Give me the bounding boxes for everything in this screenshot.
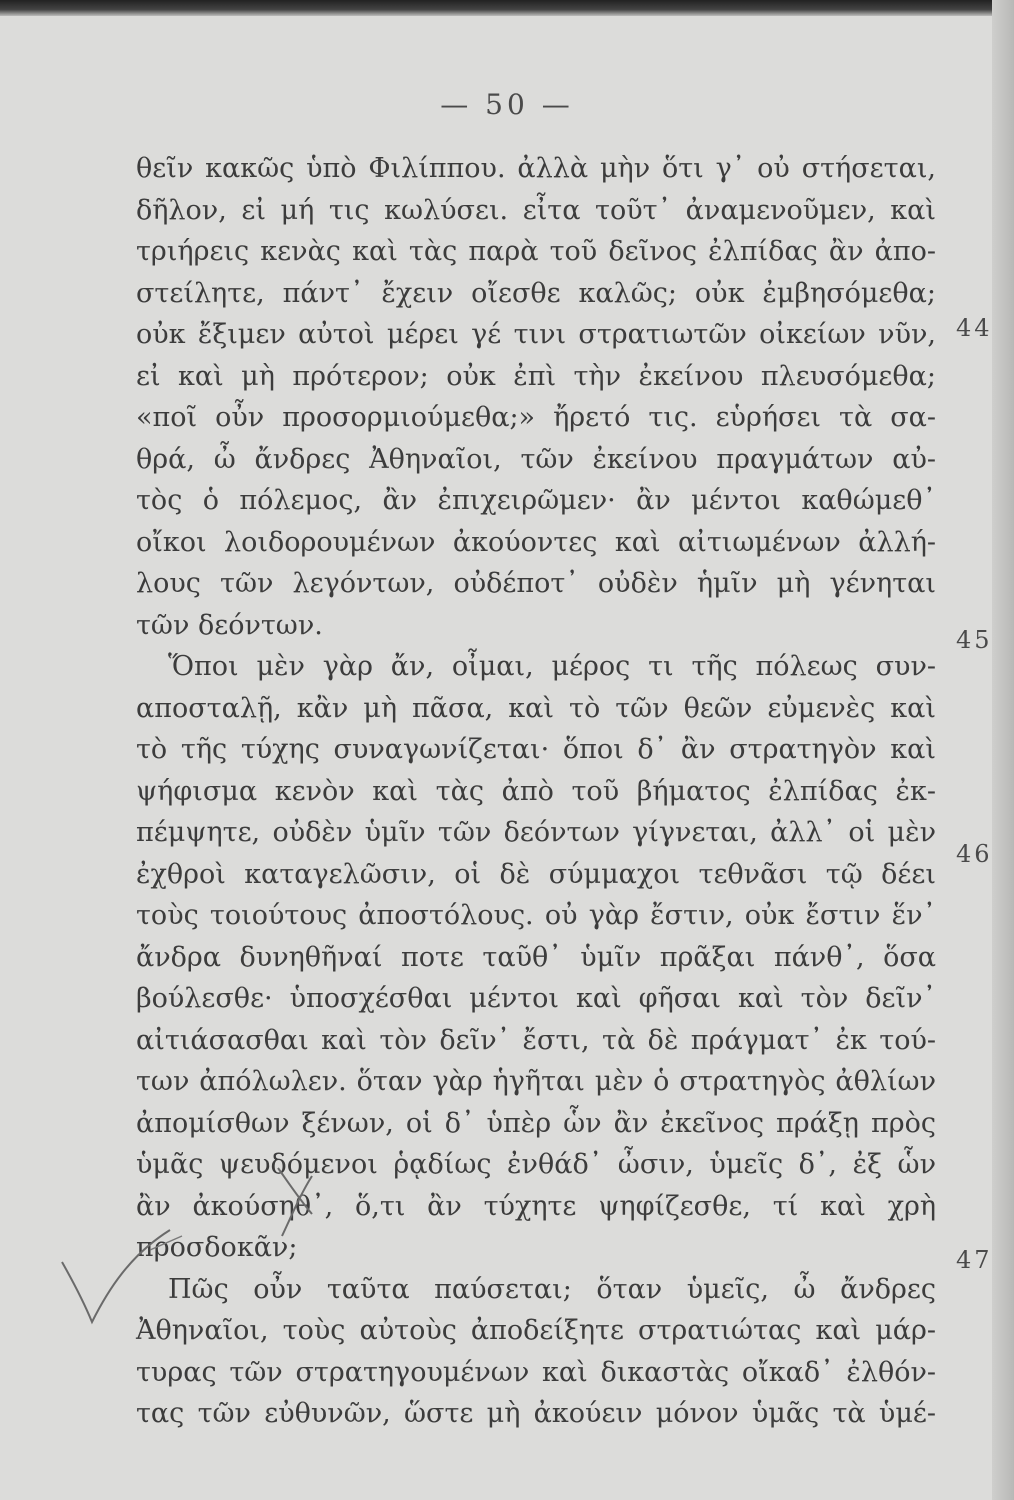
section-number: 47 bbox=[956, 1246, 993, 1274]
text-line: τὸ τῆς τύχης συναγωνίζεται· ὅποι δ᾽ ἂν στρατηγὸν καὶ bbox=[136, 734, 936, 765]
text-line: τριήρεις κενὰς καὶ τὰς παρὰ τοῦ δεῖνος ἐλπίδας ἂν ἀπο- bbox=[136, 236, 936, 267]
text-line: Ὅποι μὲν γὰρ ἄν, οἶμαι, μέρος τι τῆς πόλεως συν- bbox=[168, 651, 936, 682]
scan-edge-top bbox=[0, 0, 1014, 16]
text-line: ὑμᾶς ψευδόμενοι ῥᾳδίως ἐνθάδ᾽ ὦσιν, ὑμεῖς δ᾽, ἐξ ὧν bbox=[136, 1149, 936, 1180]
section-number: 46 bbox=[956, 840, 993, 868]
section-number: 45 bbox=[956, 626, 993, 654]
section-number: 44 bbox=[956, 314, 993, 342]
scan-edge-right bbox=[992, 0, 1014, 1500]
text-line: τὸς ὁ πόλεμος, ἂν ἐπιχειρῶμεν· ἂν μέντοι καθώμεθ᾽ bbox=[136, 485, 936, 516]
text-line: Πῶς οὖν ταῦτα παύσεται; ὅταν ὑμεῖς, ὦ ἄνδρες bbox=[168, 1273, 936, 1305]
text-line: λους τῶν λεγόντων, οὐδέποτ᾽ οὐδὲν ἡμῖν μὴ γένηται bbox=[136, 568, 936, 599]
text-line: τας τῶν εὐθυνῶν, ὥστε μὴ ἀκούειν μόνον ὑμᾶς τὰ ὑμέ- bbox=[136, 1398, 936, 1429]
text-line: οἴκοι λοιδορουμένων ἀκούοντες καὶ αἰτιωμένων ἀλλή- bbox=[136, 526, 936, 558]
text-line: θεῖν κακῶς ὑπὸ Φιλίππου. ἀλλὰ μὴν ὅτι γ᾽ οὐ στήσεται, bbox=[136, 153, 936, 184]
text-line: τοὺς τοιούτους ἀποστόλους. οὐ γὰρ ἔστιν, οὐκ ἔστιν ἕν᾽ bbox=[136, 900, 936, 931]
text-line: βούλεσθε· ὑποσχέσθαι μέντοι καὶ φῆσαι καὶ τὸν δεῖν᾽ bbox=[136, 983, 936, 1014]
text-line: ἐχθροὶ καταγελῶσιν, οἱ δὲ σύμμαχοι τεθνᾶσι τῷ δέει bbox=[136, 858, 936, 890]
text-line: αἰτιάσασθαι καὶ τὸν δεῖν᾽ ἔστι, τὰ δὲ πράγματ᾽ ἐκ τού- bbox=[136, 1024, 936, 1056]
text-line: δῆλον, εἰ μή τις κωλύσει. εἶτα τοῦτ᾽ ἀναμενοῦμεν, καὶ bbox=[136, 194, 936, 226]
text-line: θρά, ὦ ἄνδρες Ἀθηναῖοι, τῶν ἐκείνου πραγμάτων αὐ- bbox=[136, 443, 936, 475]
text-line: οὐκ ἔξιμεν αὐτοὶ μέρει γέ τινι στρατιωτῶν οἰκείων νῦν, bbox=[136, 319, 936, 350]
text-line: ἂν ἀκούσηθ᾽, ὅ,τι ἂν τύχητε ψηφίζεσθε, τί καὶ χρὴ bbox=[136, 1190, 936, 1222]
text-line: Ἀθηναῖοι, τοὺς αὐτοὺς ἀποδείξητε στρατιώτας καὶ μάρ- bbox=[136, 1315, 936, 1346]
text-line: προσδοκᾶν; bbox=[136, 1232, 298, 1263]
text-line: τυρας τῶν στρατηγουμένων καὶ δικαστὰς οἴκαδ᾽ ἐλθόν- bbox=[136, 1356, 936, 1388]
text-line: των ἀπόλωλεν. ὅταν γὰρ ἡγῆται μὲν ὁ στρατηγὸς ἀθλίων bbox=[136, 1066, 936, 1097]
text-line: αποσταλῇ, κἂν μὴ πᾶσα, καὶ τὸ τῶν θεῶν εὐμενὲς καὶ bbox=[136, 692, 936, 724]
text-line: ἀπομίσθων ξένων, οἱ δ᾽ ὑπὲρ ὧν ἂν ἐκεῖνος πράξῃ πρὸς bbox=[136, 1107, 936, 1139]
text-line: «ποῖ οὖν προσορμιούμεθα;» ἤρετό τις. εὑρήσει τὰ σα- bbox=[136, 402, 936, 433]
text-line: εἰ καὶ μὴ πρότερον; οὐκ ἐπὶ τὴν ἐκείνου πλευσόμεθα; bbox=[136, 360, 936, 392]
text-line: ψήφισμα κενὸν καὶ τὰς ἀπὸ τοῦ βήματος ἐλπίδας ἐκ- bbox=[136, 775, 936, 807]
greek-text-body bbox=[136, 148, 936, 1435]
text-line: στείλητε, πάντ᾽ ἔχειν οἴεσθε καλῶς; οὐκ ἐμβησόμεθα; bbox=[136, 277, 936, 309]
text-line: τῶν δεόντων. bbox=[136, 609, 323, 641]
text-line: ἄνδρα δυνηθῆναί ποτε ταῦθ᾽ ὑμῖν πρᾶξαι πάνθ᾽, ὅσα bbox=[136, 941, 936, 973]
text-line: πέμψητε, οὐδὲν ὑμῖν τῶν δεόντων γίγνεται, ἀλλ᾽ οἱ μὲν bbox=[136, 817, 936, 848]
page-number: — 50 — bbox=[440, 88, 574, 121]
